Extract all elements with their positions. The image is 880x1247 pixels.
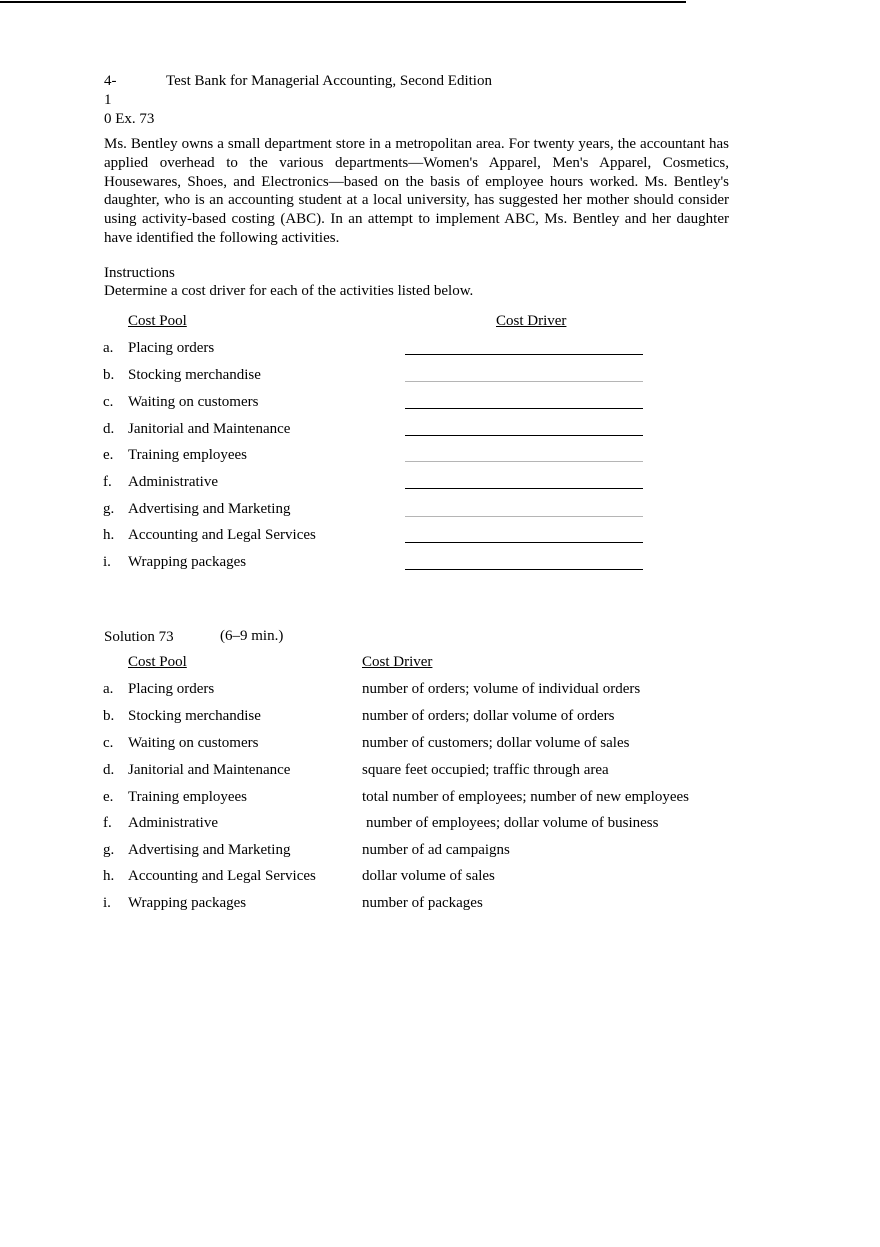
answer-blank[interactable]	[405, 569, 643, 570]
question-paragraph: Ms. Bentley owns a small department store in a metropolitan area. For twenty years, the accountant has applied overhead to the various departments—Women's Apparel, Men's Apparel, Cosmetics, Housewares, Shoes, and Electronics—based on the basis of employee hours worked. Ms. Bentley's daughter, who is an accounting student at a local university, has suggested her mother should consider using activity-based costing (ABC). In an attempt to implement ABC, Ms. Bentley and her daughter have identified the following activities.	[104, 136, 729, 246]
item-letter: f.	[103, 474, 112, 490]
item-letter: h.	[103, 868, 115, 884]
item-letter: d.	[103, 421, 115, 437]
cost-driver-header: Cost Driver	[496, 313, 567, 329]
cost-driver-answer: square feet occupied; traffic through area	[362, 762, 609, 778]
cost-pool-label: Accounting and Legal Services	[128, 527, 316, 543]
solution-cost-driver-header: Cost Driver	[362, 654, 433, 670]
cost-driver-answer: number of packages	[362, 895, 483, 911]
cost-driver-answer: number of orders; dollar volume of orders	[362, 708, 615, 724]
item-letter: b.	[103, 367, 115, 383]
item-letter: g.	[103, 501, 115, 517]
cost-pool-label: Waiting on customers	[128, 735, 259, 751]
cost-driver-answer: number of ad campaigns	[362, 842, 510, 858]
solution-heading: Solution 73	[104, 629, 174, 645]
item-letter: c.	[103, 735, 114, 751]
item-letter: a.	[103, 340, 114, 356]
answer-blank[interactable]	[405, 435, 643, 436]
item-letter: d.	[103, 762, 115, 778]
instructions-text: Determine a cost driver for each of the activities listed below.	[104, 283, 474, 299]
solution-time: (6–9 min.)	[220, 628, 284, 644]
book-title: Test Bank for Managerial Accounting, Second Edition	[166, 73, 492, 89]
item-letter: i.	[103, 554, 111, 570]
answer-blank[interactable]	[405, 381, 643, 382]
exercise-number: 0 Ex. 73	[104, 111, 155, 127]
cost-pool-label: Stocking merchandise	[128, 708, 261, 724]
cost-pool-header: Cost Pool	[128, 313, 187, 329]
answer-blank[interactable]	[405, 408, 643, 409]
cost-pool-label: Janitorial and Maintenance	[128, 421, 291, 437]
answer-blank[interactable]	[405, 542, 643, 543]
cost-pool-label: Administrative	[128, 474, 218, 490]
item-letter: i.	[103, 895, 111, 911]
item-letter: e.	[103, 447, 114, 463]
item-letter: e.	[103, 789, 114, 805]
cost-driver-answer: total number of employees; number of new employees	[362, 789, 689, 805]
answer-blank[interactable]	[405, 488, 643, 489]
cost-pool-label: Stocking merchandise	[128, 367, 261, 383]
answer-blank[interactable]	[405, 461, 643, 462]
cost-pool-label: Wrapping packages	[128, 895, 247, 911]
answer-blank[interactable]	[405, 354, 643, 355]
cost-pool-label: Advertising and Marketing	[128, 501, 291, 517]
item-letter: c.	[103, 394, 114, 410]
item-letter: a.	[103, 681, 114, 697]
cost-pool-label: Training employees	[128, 447, 248, 463]
answer-blank[interactable]	[405, 516, 643, 517]
cost-pool-label: Wrapping packages	[128, 554, 247, 570]
top-rule	[0, 1, 686, 3]
item-letter: g.	[103, 842, 115, 858]
cost-pool-label: Placing orders	[128, 340, 215, 356]
cost-driver-answer: number of customers; dollar volume of sales	[362, 735, 630, 751]
page-number-line-2: 1	[104, 92, 112, 108]
cost-driver-answer: dollar volume of sales	[362, 868, 495, 884]
instructions-heading: Instructions	[104, 265, 175, 281]
cost-pool-label: Accounting and Legal Services	[128, 868, 316, 884]
solution-cost-pool-header: Cost Pool	[128, 654, 187, 670]
cost-pool-label: Advertising and Marketing	[128, 842, 291, 858]
cost-pool-label: Janitorial and Maintenance	[128, 762, 291, 778]
cost-pool-label: Waiting on customers	[128, 394, 259, 410]
cost-driver-answer: number of orders; volume of individual orders	[362, 681, 641, 697]
item-letter: b.	[103, 708, 115, 724]
page-number-line-1: 4-	[104, 73, 117, 89]
item-letter: h.	[103, 527, 115, 543]
cost-driver-answer: number of employees; dollar volume of business	[366, 815, 659, 831]
cost-pool-label: Training employees	[128, 789, 248, 805]
cost-pool-label: Administrative	[128, 815, 218, 831]
item-letter: f.	[103, 815, 112, 831]
cost-pool-label: Placing orders	[128, 681, 215, 697]
